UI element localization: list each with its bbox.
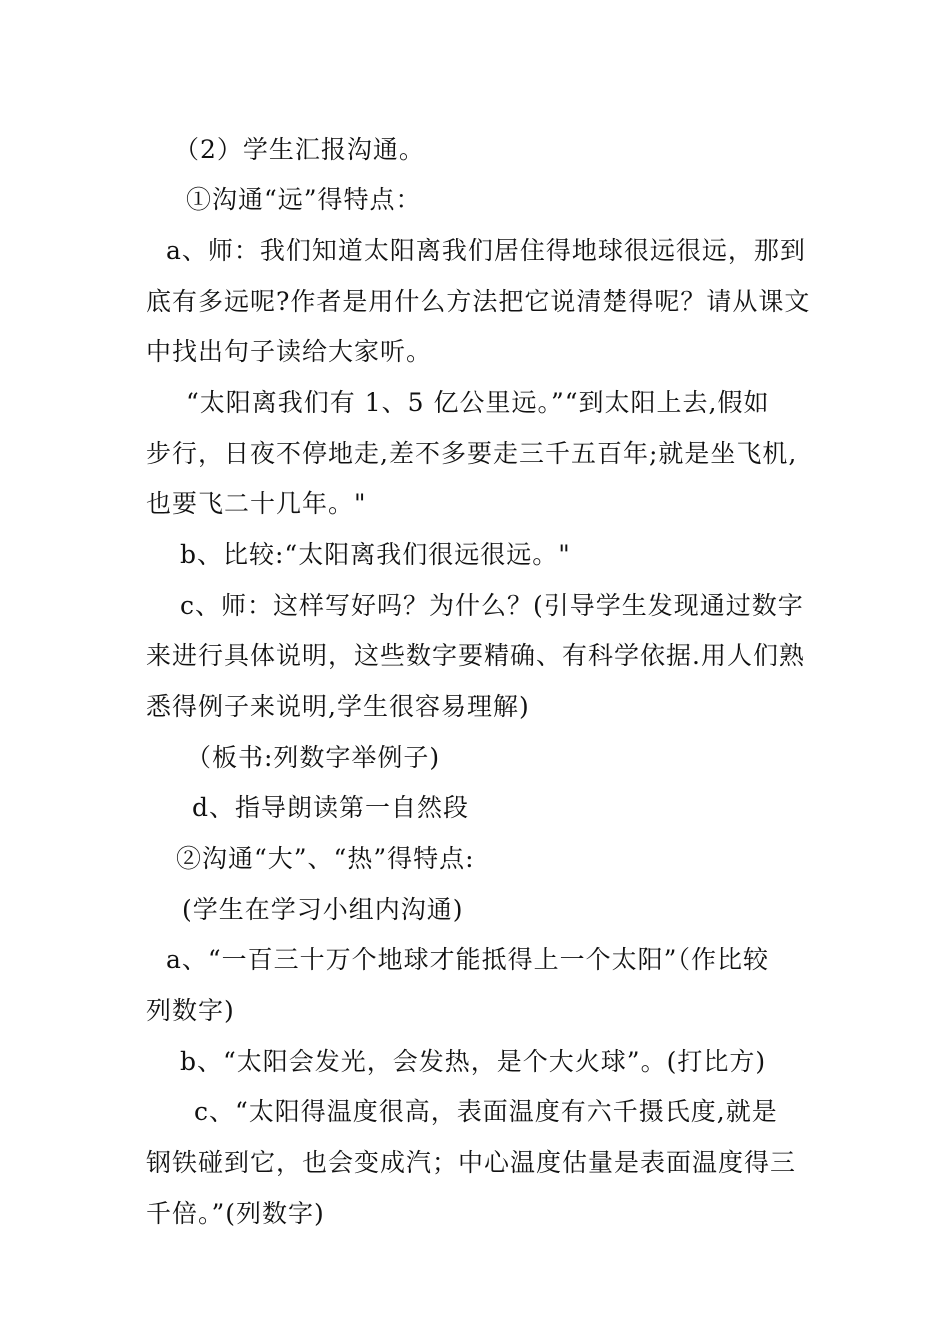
line-earth-compare-1: a、“一百三十万个地球才能抵得上一个太阳”（作比较	[166, 945, 769, 974]
line-teacher-ask-1: c、师：这样写好吗？为什么？(引导学生发现通过数字	[180, 591, 804, 620]
line-temperature-3: 千倍。”(列数字)	[146, 1199, 325, 1228]
line-earth-compare-2: 列数字)	[146, 996, 235, 1025]
line-compare: b、比较:“太阳离我们很远很远。"	[180, 540, 571, 569]
line-fireball: b、“太阳会发光，会发热，是个大火球”。(打比方)	[180, 1047, 767, 1076]
line-temperature-1: c、“太阳得温度很高，表面温度有六千摄氏度,就是	[194, 1097, 778, 1126]
line-quote-distance-2: 步行，日夜不停地走,差不多要走三千五百年;就是坐飞机,	[146, 439, 798, 468]
line-teacher-ask-2: 来进行具体说明，这些数字要精确、有科学依据.用人们熟	[146, 641, 805, 670]
line-group-discussion: (学生在学习小组内沟通)	[182, 895, 464, 924]
line-quote-distance-3: 也要飞二十几年。"	[146, 489, 367, 518]
line-section-big-hot: ②沟通“大”、“热”得特点:	[176, 844, 475, 873]
line-teacher-question-2: 底有多远呢?作者是用什么方法把它说清楚得呢？请从课文	[146, 287, 811, 316]
line-teacher-question-3: 中找出句子读给大家听。	[146, 337, 433, 366]
line-teacher-question-1: a、师：我们知道太阳离我们居住得地球很远很远，那到	[166, 236, 806, 265]
line-report-heading: （2）学生汇报沟通。	[174, 135, 425, 164]
line-guided-reading: d、指导朗读第一自然段	[192, 793, 470, 822]
line-quote-distance-1: “太阳离我们有 1、5 亿公里远。”“到太阳上去,假如	[186, 388, 770, 417]
line-temperature-2: 钢铁碰到它，也会变成汽；中心温度估量是表面温度得三	[146, 1148, 797, 1177]
line-section-far: ①沟通“远”得特点：	[186, 185, 422, 214]
line-blackboard: （板书:列数字举例子)	[186, 743, 441, 772]
line-teacher-ask-3: 悉得例子来说明,学生很容易理解)	[146, 692, 530, 721]
